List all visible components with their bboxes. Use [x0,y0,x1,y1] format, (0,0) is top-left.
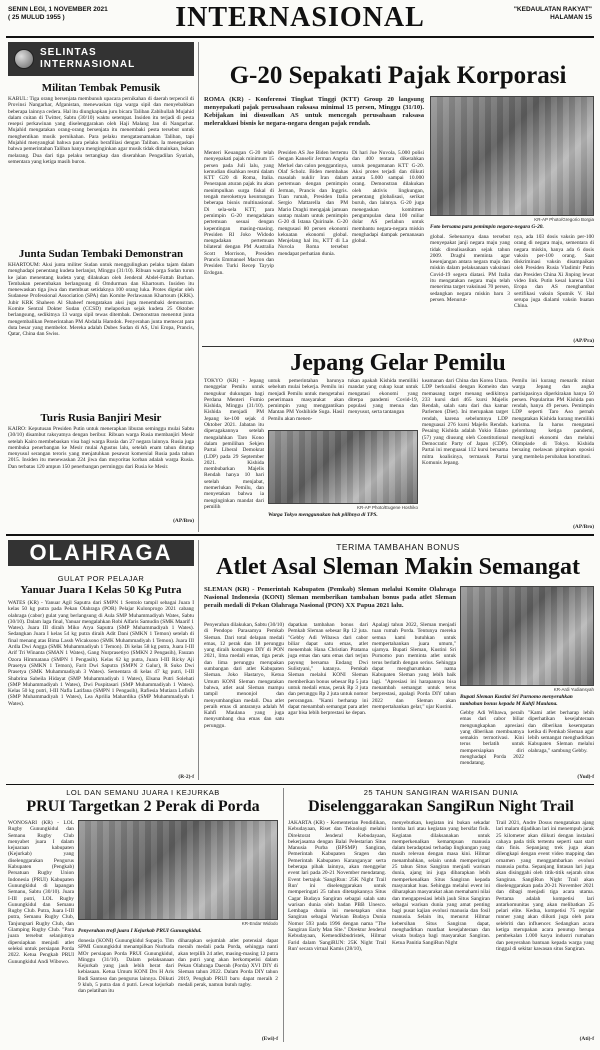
prui-headline: PRUI Targetkan 2 Perak di Porda [26,798,260,815]
header-rule [6,36,594,38]
olahraga-banner: OLAHRAGA [8,540,194,566]
paper-name: "KEDAULATAN RAKYAT" [513,6,592,13]
column-divider [198,540,199,780]
atlet-col2: dapatkan tambahan bonus dari Pemkab Sleman sebesar Rp 12 juta. "Gebby Adi Wibawa dari cabor biliar dapat satu emas, atlet menembak Hana Christian Pratama juga emas dan satu emas dari terjun payung bersama Endang Dwi Sulistyani," katanya. Pemkab Sleman melalui KONI Sleman memberikan bonus sebesar Rp 5 juta untuk medali emas, perak Rp 3 juta dan perunggu Rp 2 juta untuk nomor perorangan. "Kami berharap ini dapat menambah semangat para atlet agar bisa lebih berprestasi ke depan. [288,622,368,717]
prui-col2: donesia (KONI) Gunungkidul Suparjo. Tim SPMI Gunungkidul menampilkan Nurhuda MOr persiapan Porda PRUI Gunungkidul, Minggu (31/10). Dalam pelaksanaan Kejurkab yang jauh lebih berat dari kebiasaan. Ketua Umum KONI Drs H Aris Budi Santoso dan pengurus lainnya. Diikuti 9 klub, 5 putra dan 4 putri. Lewat kejurkab dan pelatihan itu [78,938,174,995]
sangirun-col1: JAKARTA (KR) - Kementerian Pendidikan, Kebudayaan, Riset dan Teknologi melalui Direktorat Jenderal Kebudayaan, bekerjasama dengan Balai Pelestarian Situs Manusia Purba (BPSMP) Sangiran, Pemerintah Kabupaten Sragen dan Pemerintah Kabupaten Karanganyar serta beberapa pihak lainnya, akan menggelar event lari pada 20-21 November mendatang. Event bertajuk 'SangiRun: 25K Night Trail Run' ini diselenggarakan untuk memperingati 25 tahun ditetapkannya Situs Cagar Budaya Sangiran sebagai salah satu warisan dunia oleh badan PBB Unesco. Lembaga dunia ini menetapkan situs Sangiran sebagai Warisan Budaya Dunia Nomor 593 pada 1996 dengan nama "The Sangiran Early Man Site." Direktur Jenderal Kebudayaan, Kemendikbudristek, Hilmar Farid dalam 'SangiRUN: 25K Night Trail Run' secara virtual Kamis (28/10), [288,820,386,952]
story-title: Militan Tembak Pemusik [41,82,161,94]
g20-col1: Menteri Keuangan G-20 telah menyepakati pajak minimum 15 persen pada Juli lalu, yang kemudian disahkan resmi dalam KTT G20 di Roma, Italia. Penerapan aturan pajak itu akan menimpulkan surga fiskal di tengah meroketnya keuntungan beberapa bisnis multinasional. Di sela-sela KTT, para pemimpin G-20 mengadakan pertemuan sesuai dengan kepentingan masing-masing. Presiden RI Joko Widodo mengadakan pertemuan bilateral dengan PM Australia Scott Morrison, Presiden Prancis Emmanuel Macron dan Presiden Turki Recep Tayyip Erdogan. [204,150,274,276]
photo-credit: KR-AP Photo/Gregorio Borgia [534,217,594,222]
sangirun-col2: menyebutkan, kegiatan ini bukan sekadar lomba lari atau kegiatan yang bersifat fisik. Kegiatan dilaksanakan untuk memperkenalkan kemampuan manusia dalam beradaptasi terhadap lingkungan yang masih relevan dengan masa kini. Hilmar menambahkan, selain untuk memperingati 25 tahun Situs Sangiran menjadi warisan dunia, ajang ini juga dibarapkan lebih memperkenalkan Situs Sangiran kepada masyarakat luas. Sehingga melalui event ini diharapkan masyarakat akan memahami nilai dan mengapresiasi lebih jauh Situs Sangiran sebagai warisan dunia yang amat penting bagi pusat kajian evolusi manusia dan fosil manusia. Selain itu, menurut Hilmar kebersihan Situs Sangiran dapat, menghadirkan manfaat kesejahteraan dan wisata budaya bagi masyarakat Sangiran. Ketua Panitia SangiRun Night [392,820,490,946]
jepang-col1: TOKYO (KR) - Jepang menggelar Pemilu untuk mengukur dukungan bagi Perdana Menteri Fumio Kishida, Minggu (31/10). Kishida menjadi PM Jepang ke-100 sejak 4 Oktober 2021. Jabatan itu diperagakannya setelah mengalahkan Taro Kono dalam pemilihan Sekjen Partai Liberal Demokrat (LDP) pada 29 September 2021. Kishida membubarkan Majelis Rendah hanya 10 hari setelah menjabat, memerlukan Pemilu, dan menyetakan bahwa ia menginginkan mandat dari pemilih [204,378,264,510]
story-credit: (AP/Bro) [173,518,194,524]
atlet-col5: "Kami atlet berharap lebih diperhatikan kesejahteraan dan diberikan kesempatan ketika di Pemkab Sleman agar lebih semangat menghadirkan Kabupaten Sleman melalui olahraga," sambung Gebby. [528,710,594,754]
jepang-credit: (AP/Bro) [573,524,594,530]
column-divider [198,42,199,532]
prui-col3: diharapkan sejumlah atlet potensial dapat meraih medali pada Porda, sehingga nanti akan terpilih 24 atlet, masing-masing 12 putra dan putri yang akan berkompetisi dalam Pekan Olahraga Daerah (Porda) XVI DIY di Sleman tahun 2022. Dalam Porda DIY tahun 2019, Pengkab PRUI baru dapat meraih 2 medali perak, namun butuh ragby. [178,938,278,989]
jepang-col3: tukan apakah Kishida memiliki mandat yang cukup kuat untuk mengatasi ekonomi yang diterpa pandemi Covid-19, populasi yang menua dan menyusut, serta tantangan [348,378,418,416]
photo-caption: Foto bersama para pemimpin negara-negara G-20. [430,224,544,230]
photo-credit: KR-Ardi Yudiansyah [553,687,594,692]
g20-col5: nya, ada 103 dosis vaksin per-100 orang di negara maju, sementara di negara miskin, hanya ada 6 dosis vaksin per-100 orang. Saat diskriminasi vaksin disampaikan oleh Presiden Rusia Vladimir Putin dan Presiden China Xi Jinping lewat video link. Putin kesal karena Uni Eropa dan AS menghambat sertifikasi vaksin Sputnik V. Hal serupa juga dialami vaksin buatan China. [514,234,594,310]
g20-headline: G-20 Sepakati Pajak Korporasi [229,62,567,89]
sangirun-credit: (Ati)-f [579,1036,594,1042]
sangirun-col3: Trail 2021, Andre Dosus mengatakan ajang lari malam dijadikan lari ini menempuh jarak 25 kilometer akan diikuti dengan instalasi cahaya pada titik tertentu seperti saat start dan finis. Sepanjang trek juga akan dilengkapi dengan event video mapping dan ornamen yang menggambarkan evolusi manusia purba. Sepanjang lintasan lari juga akan disinggahi oleh titik-titik sejarah situs Sangiran. SangiRun Night Trail akan diselenggarakan pada 20-21 November 2021 dan dibagi menjadi tiga acara utama. Pertama adalah kompetisi lari antarkomunitas yang akan melibatkan 25 pelari elite. Kedua, kompetisi 75 regular runner yang akan diikuti juga oleh para selebriti dan influencer. Sedangkan acara ketiga merupakan acara penutup berupa pembekalan 1.000 karya industri rumahan dan penyerahan bantuan kepada warga yang tinggal di sekitar kawasan situs Sangiran. [496,820,594,952]
sangirun-headline: Diselenggarakan SangiRun Night Trail [308,798,574,815]
selintas-title: SELINTAS INTERNASIONAL [40,47,136,70]
yanuar-credit: (R-2)-f [178,774,194,780]
atlet-headline: Atlet Asal Sleman Makin Semangat [215,554,580,580]
story-body: KAIRO: Keputusan Presiden Putin untuk menerapkan liburan seminggu mulai Sabtu (30/10) disambut raksyatnya dengan beribur. Ribuan warga Rusia membanjiri Mesir setelah Kairo membebaskan visa bagi warga Rusia dan 27 negara lainnya. Rusia juga membuka penerbangan ke Mesir mulai Agustus lalu, setelah enam tahun ditutup menyusul serangan teroris yang menjatuhkan pesawat komersial Rusia pada tahun 2015. Insiden itu menewaskan 224 jiwa dan muyoritas korban adalah warga Rusia. Dan terbatas 120 ampun 150 penerbangan perminggu dari Rusia ke Mesir. [8,426,194,470]
atlet-col1: Penyerahan dilakukan, Sabtu (30/10) di Pendopo Parasamya Pemkab Sleman. Dari total delapan medali emas, 12 perak dan 18 perunggu yang diraih kontingen DIY di PON 2021, lima medali emas, tiga perak dan lima perunggu merupakan sumbangan dari atlet Kabupaten Sleman. Joko Hastaryo, Ketua Umum KONI Sleman mengatakan bahwa, atlet asal Sleman mampu tampil menonjol dan menyumbangkan medali. Dua atlet peraih emas di antaranya adalah M Kahfi Maulana yang juga menyumbang dua emas dan satu perunggu. [204,622,284,729]
atlet-kicker: TERIMA TAMBAHAN BONUS [336,542,460,552]
selintas-banner [8,42,194,76]
jepang-photo [268,430,418,504]
g20-photo [430,96,594,216]
atlet-col3: Apalagi tahun 2022, Sleman menjadi tuan rumah Porda. Tentunya mereka semua kami butuhkan untuk mempertahankan juara umum," ujarnya. Bupati Sleman, Kustini Sri Purnomo pun meminta atlet untuk terus berlatih dengan serius. Sehingga dapat mengharumkan nama Kabupaten Sleman yang lebih baik lagi. "Apresiasi ini harapannya bisa menambah semangat untuk terus berprestasi, apalagi Porda DIY tahun 2022 dan Sleman akan mempertahankan gelar," ujar Kustini. [372,622,456,710]
atlet-photo [460,586,594,686]
story-title: Turis Rusia Banjiri Mesir [40,412,162,424]
paper-block [514,6,592,22]
atlet-col4: Gebby Adi Wibawa, peraih emas dari cabor biliar mengungkapkan apresiasi yang diberikan membuatnya semakin termotivasi. Kini terus berlatih untuk mempersiapkan diri menghadapi Porda 2022 mendatang. [460,710,524,767]
story-body: KHARTOUM: Aksi junta militer Sudan untuk menggulingkan pelaku tajam dalam menghadapi penentang kudeta berlanjut, Minggu (31/10). Ribuan warga Sudan turun ke jalan menentang kudeta yang dilakukan oleh Jenderal Abdel-Fattah Burhan. Tembakan penembakan berlangsung di Omdurman dan Khartoum. Insiden itu menewaskan tiga jiwa dan membuat setidaknya 100 orang luka. Protes digelar oleh Sudanese Professional Association (SPA) dan Komite Perlawanan Khartoum (KRK). Jubir KRK Shaheen Al Shaheef mengatakan aksi juga menembaki demonstran. Komite Sentral Dokter Sudan (CCSD) melaporkan sejak kudeta 25 Oktober berlangsung, sedikitnya 13 warga sipil tewas ditembak. Demonstran menentut junta mengembalikan Pemerintahan PM Abdalla Hamdok. Penyerahan junta memecat para duta besar yang membelot. Mereka adalah Dubes Sudan di AS, Uni Eropa, Prancis, Qatar, China dan Swiss. [8,262,194,338]
yanuar-headline: Yanuar Juara I Kelas 50 Kg Putra [20,584,182,596]
photo-caption: Bupati Sleman Kustini Sri Purnomo menyerahkan tambahan bonus kepada M Kahfi Maulana. [460,694,573,707]
photo-credit: KR-Endar Widodo [241,921,278,926]
g20-col3: Di hari Jue Nuvola, 5.000 polisi dan 400 tentara dikerahkan untuk pengamanan KTT G-20. Aksi protes terjadi dan diikuti antara 5.000 sampai 10.000 orang. Demonstran dilakukan oleh aktivis lingkungan, penentang globalisasi, serikat buruh, dan lainnya. G-20 juga menegaskan komitmen pengumpulan dana 100 miliar dolar AS perlahun untuk membantu negara-negara miskin menghadapi dampak pemanasan global. [352,150,424,245]
section-masthead: INTERNASIONAL [175,2,425,33]
story-body: KABUL: Tiga orang bersenjata membunuh upacara pernikahan di daerah terpencil di Provinsi Nangarhar, Afganistan, menewaskan tiga warga sipil dan menyebabkan beberapa lainnya cedera. Hal itu diungkapkan juru bicara Taliban Zabihullah Mujahid dalam cuitan di Twitter, Sabtu (30/10) waktu setempat. Insiden itu terjadi di pesta resepsi perkawinan yang diselenggarakan oleh Haji Malang Jan di Nangarhar. Mujahid mengatakan orang-orang bersenjata itu menembaki pesta tersebut untuk menghentikan musik pernikahan. Para pelaku mengatasnamakan Taliban, tapi Mujahid menyangkal bahwa para pelaku berafiliasi dengan Taliban. Ia menegaskan bahwa pemerintahan Taliban hanya menginginkan agar musik tidak dimainkan, bukan melarang. Dua dari tiga pelaku tertangkap dan diserahkan Pengadilan Syariah, sementara yang ketiga masih buron. [8,96,194,165]
date-line: SENIN LEGI, 1 NOVEMBER 2021 [8,6,108,13]
hijri-line: ( 25 MULUD 1955 ) [8,14,65,21]
jepang-col4: keamanan dari China dan Korea Utara. LDP berkoalisi dengan Komeito dan memasang target menang sedikitnya 233 kursi dari 465 kursi Majelis Rendah, salah satu dari dua kamar Parlemen (Diet). Ini merupakan target rendah, karena sebelumnya LDP menguasai 276 kursi Majelis Rendah. Pesaing Kishida adalah Yukio Edano (57) yang diusung oleh Constitutional Democratic Party of Japan (CDP). Partai ini menguasai 112 kursi bersama mitra koalisinya, termasuk Partai Komunis Jepang. [422,378,508,466]
yanuar-kicker: GULAT POR PELAJAR [57,574,145,583]
column-divider [283,788,284,1042]
sangirun-kicker: 25 TAHUN SANGIRAN WARISAN DUNIA [363,788,519,797]
page-number: HALAMAN 15 [550,14,592,21]
jepang-headline: Jepang Gelar Pemilu [290,350,506,376]
story-title: Junta Sudan Tembaki Demonstran [18,248,184,260]
g20-lead: ROMA (KR) - Konferensi Tingkat Tinggi (KTT) Group 20 langsung menyepakati pajak perusahaan raksasa minimal 15 persen, Minggu (31/10). Kebijakan ini disusulkan AS untuk mencegah perusahaan raksasa melerakkasi bisnis ke negara-negara dengan pajak rendah. [204,96,424,127]
globe-icon [14,49,34,69]
prui-credit: (Ewi)-f [261,1036,278,1042]
prui-col1: WONOSARI (KR) - LOL Rugby Gunungkidul dan Semanu Rugby Club menyabet juara I dalam kejuaraan kabupaten (Kejurkab) yang diselenggarakan Pengurus Kabupaten (Pengkab) Persatuan Rugby Union Indonesia (PRUI) Kabupaten Gunungkidul di lapangan Semanu, Sabtu (30/10). Juara I-III putri, LOL Rugby Gunungkidul dan Semanu Rugby Club. Putra, Juara I-III putra, Semanu Rugby Club, Tanjungsari Rugby Club, dan Glamping Rugby Club. "Para juara tersebut selanjutnya dipersiapkan menjadi atlet seleksi untuk persiapan Porda 2022. Ketua Pengkab PRUI Gunungkidul Andi Wibowo. [8,820,74,965]
atlet-lead: SLEMAN (KR) - Pemerintah Kabupaten (Pemkab) Sleman melalui Komite Olahraga Nasional Indonesia (KONI) Sleman memberikan tambahan bonus pada atlet Sleman peraih medali di Pekan Olahraga Nasional (PON) XX Papua 2021 lalu. [204,586,456,609]
section-rule [6,784,594,785]
g20-col2: Presiden AS Joe Biden bertemu dengan Kanselir Jerman Angela Merkel dan calon penggantinya, Olaf Scholz. Biden membahas masalah nuklir Iran dalam pertemuan dengan pemimpin Jerman, Prancis dan Inggris. Tuan rumah, Presiden Italia Sergio Mattarella dan PM Mario Draghi mengajak jamuan santap malam untuk pemimpin G-20 di Istana Quirinale. G-20 mengusasi 80 persen ekonomi kekuatan ekonomi global. Menjelang hal itu, KTT di La Nuvola Roma tersebut mendapat perhatian dunia. [278,150,348,257]
prui-kicker: LOL DAN SEMANU JUARA I KEJURKAB [66,788,220,797]
selintas-box [8,42,194,76]
g20-credit: (AP/Pra) [573,338,594,344]
photo-credit: KR-AP Photo/Eugene Hoshiko [357,505,418,510]
yanuar-body: WATES (KR) - Yanuar Agil Saputra dari SMPN 1 Sentolo tampil sebagai Juara I kelas 50 kg putra pada Pekan Olahraga (POR) Pelajar Kulonprogo 2021 cabang olahraga (cabor) gulat yang berlangsung di Aula SMP Muhammadiyah Wates, Sabtu (30/10). Dalam laga final, Yanuar mengalahkan Robi Alfaris Samudin (SMK Maarif 1 Wates). Juara III diraih Miko Arya Saputra (SMP Muhammadiyah 1 Wates). Sedangkan Juara I kelas 54 kg putra diraih Adit Dani (SMKN 1 Temon) setelah di final menang atas Bima Lassh Wicaksono (SMK Muhammadiyah 1 Temon). Juara III Ardla Dwi Angga (SMK Muhammadiyah 1 Temon). Di kelas 58 kg putra, Juara I-III Arif Tri Winanta (SMAN 1 Wates), Gang Nurprasetiyo (SMKN 2 Pengasih), Fauzan Ozora Himmatana (SMPN 1 Pengasih). Kelas 62 kg putra, Juara I-III Ricky Aji Prasetya (SMKN 1 Temon), Farit Dwi Saputra (SMPN 2 Galur), R Suko Dwi Prasetya (SMK Muhammadiyah 3 Wates). Sementara di kelas 47 kg putri, I-III Shabrina Sabeila Hidayat (SMP Muhammadiyah 1 Wates), Elsana Putri Solehati (SMP Muhammadiyah 1 Wates), Dwi Puspitasari (SMP Muhammadiyah 1 Wates). Kelas 50 kg putri, I-III Nafla Latifana (SMPN 1 Pengasih), Rafiesia Mutiara Lofisih (SMP Muhammadiyah 1 Wates), Lea Aprilia Mahardika (SMP Muhammadiyah 1 Wates). [8,600,194,707]
section-rule [6,534,594,536]
prui-photo [78,820,278,920]
section-rule [202,346,594,347]
atlet-credit: (Yud)-f [577,774,594,780]
jepang-col5: Pemilu ini kurang menarik minat warga Jepang dan angka partisipasinya diperkirakan hanya 50 persen. Popularitas PM Kishida pun rendah, hanya 49 persen. Pemimpin LDP seperti Taro Aso pernah mengatakan Kishida kurang memiliki karisma. Ia harus mengatasi gelombang ketiga pandemi, mengikuti ekonomi dan melalui Olimpiade di Tokyo. Kishida bersaing melawan pimpinan oposisi yang membela perubahan konstitusi. [512,378,594,460]
g20-col4: global. Sebenarnya dana tersebut menyepakat janji negara maju yang tidak direalisasikan sejak tahun 2009. Draghi meminta agar kesenjangan antara negara maju dan miskin dalam pelaksanaan vaksinasi Covid-19 segera diatasi. PM Italia itu mengatakan negara maju telah menerima target vaksinasi 70 persen, sedangkan negara miskin baru 3 persen. Menurut- [430,234,510,303]
photo-caption: Penyerahan trofi juara I Kejurkab PRUI Gunungkidul. [78,928,202,934]
photo-caption: Warga Tokyo menggunakan hak pilihnya di TPS. [268,512,378,518]
jepang-col2: untuk pemerintahan barunya sebelum mulai bekerja. Pemilu ini menjadi Pemilu untuk mengetahui penerimaan masyarakat akan pemimpin yang menggantikan Mantan PM Yoshihide Suga. Hasil Pemilu akan menen- [268,378,344,422]
